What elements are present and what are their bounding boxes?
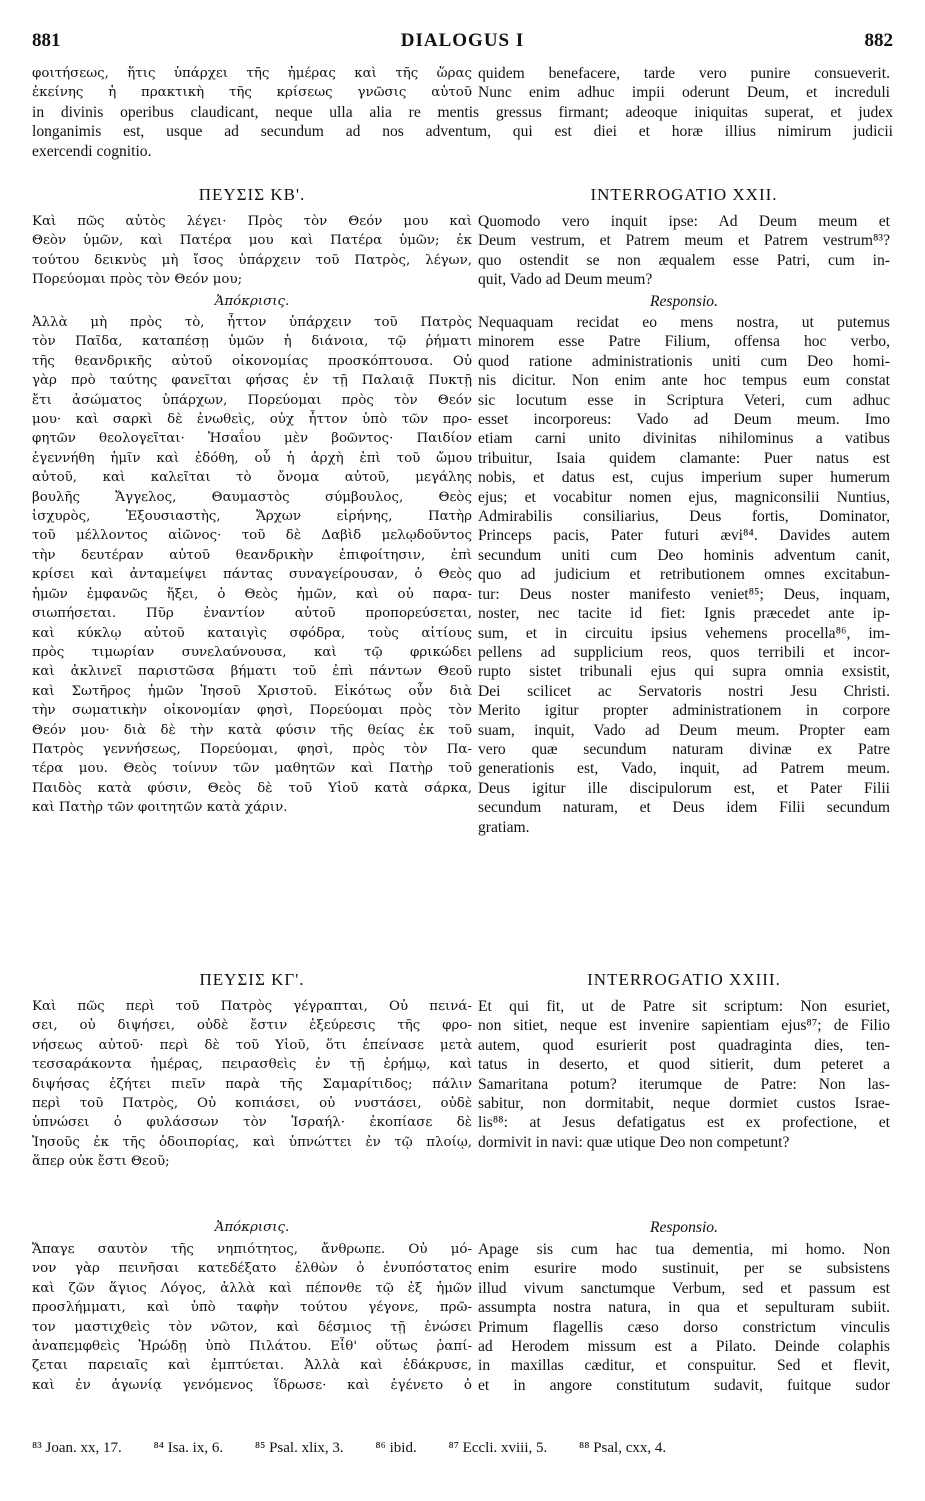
text-line: sum, et in circuitu ipsius vehemens procella⁸⁶, im- [478,624,890,642]
running-header [32,30,893,54]
text-line: καὶ ἐν ἀγωνίᾳ γενόμενος ἵδρωσε· καὶ ἐγένετο ὁ [32,1377,472,1393]
text-line: Admirabilis consiliarius, Deus fortis, Dominator, [478,508,890,526]
text-line: quidem benefacere, tarde vero punire consueverit. [478,65,890,82]
text-line: ἐκείνης ἡ πρακτικὴ τῆς κρίσεως γνῶσις αὐτοῦ [32,85,472,101]
text-line: exercendi cognitio. [32,142,152,160]
text-line: Ἄπαγε σαυτὸν τῆς νηπιότητος, ἄνθρωπε. Οὐ μό- [32,1242,472,1257]
text-line: νον γὰρ πεινῆσαι κατεδέξατο ἐλθὼν ὁ ἐνυπόστατος [32,1261,472,1277]
text-line: Ἰησοῦς ἐκ τῆς ὁδοιπορίας, καὶ ὑπνώττει ἐν τῷ πλοίῳ, [32,1134,472,1150]
text-line: tatus in deserto, et quod sitierit, dum peteret a [478,1056,890,1074]
text-line: nis dicitur. Non enim ante hoc tempus eum constat [478,372,890,390]
text-line: longanimis est, usque ad secundum ad nos adventum, qui est diei et horæ illius nimirum judicii [32,123,893,141]
text-line: tribuitur, Isaia quidem clamante: Puer natus est [478,449,890,467]
text-line: αὐτοῦ, καὶ καλεῖται τὸ ὄνομα αὐτοῦ, μεγάλης [32,470,472,486]
running-title: DIALOGUS I [400,30,525,51]
text-line: in maxillas cæditur, et conspuitur. Sed et flevit, [478,1357,890,1375]
text-line: Καὶ πῶς αὐτὸς λέγει· Πρὸς τὸν Θεόν μου καὶ [32,214,472,229]
text-line: προσλήμματι, καὶ ὑπὸ ταφὴν τούτου γέγονε, πρῶ- [32,1300,472,1316]
text-line: περὶ τοῦ Πατρὸς, Οὐ κοπιάσει, οὐ νυστάσει, οὐδὲ [32,1096,472,1112]
latin-answer-heading-22: Responsio. [649,293,718,310]
text-line: τέρα μου. Θεὸς τοίνυν τῶν μαθητῶν καὶ Πατὴρ τοῦ [32,761,472,777]
text-line: ad Herodem missum est a Pilato. Deinde colaphis [478,1338,890,1356]
text-line: sic locutum esse in Scriptura Veteri, cum adhuc [478,391,890,409]
text-line: καὶ Πατὴρ τῶν φοιτητῶν κατὰ χάριν. [32,800,288,816]
text-line: suam, inquit, Vado ad Deum meum. Propter eam [478,721,890,739]
text-line: minorem esse Patre Filium, offensa hoc verbo, [478,333,890,351]
text-line: tur: Deus noster manifesto veniet⁸⁵; Deus, inquam, [478,585,890,603]
text-line: φοιτήσεως, ἥτις ὑπάρχει τῆς ἡμέρας καὶ τῆς ὥρας [32,66,472,81]
latin-answer-23 [478,1240,890,1395]
text-line: καὶ Σωτῆρος ἡμῶν Ἰησοῦ Χριστοῦ. Εἰκότως οὖν διὰ [32,683,472,699]
text-line: et in angore constitutum sudavit, fuitque sudor [478,1376,890,1394]
text-line: Ἀλλὰ μὴ πρὸς τὸ, ἧττον ὑπάρχειν τοῦ Πατρὸς [32,315,472,330]
top-greek-continuation [32,64,472,103]
text-line: ἀναπεμφθεὶς Ἡρώδῃ ὑπὸ Πιλάτου. Εἶθ' οὕτως ῥαπί- [32,1339,472,1355]
page-number-right: 882 [864,30,893,51]
text-line: τὴν δευτέραν αὐτοῦ θεανδρικὴν ἐπιφοίτησιν, ἐπὶ [32,547,472,563]
greek-question-22 [32,212,472,290]
text-line: καὶ ἀκλινεῖ παριστῶσα βήματι τοῦ ἐπὶ πάντων Θεοῦ [32,664,472,680]
text-line: illud vivum sanctumque Verbum, sed et passum est [478,1279,890,1297]
text-line: φητῶν θεολογεῖται· Ἡσαΐου μὲν βοῶντος· Παιδίον [32,431,472,447]
greek-answer-22 [32,313,472,818]
text-line: in divinis operibus claudicant, neque ulla alia re mentis gressus firmant; adeoque iniquitas superat, et judex [32,104,893,121]
greek-answer-23 [32,1240,472,1395]
text-line: Nunc enim adhuc impii oderunt Deum, et increduli [478,84,890,102]
greek-answer-heading-22: Ἀπόκρισις. [214,294,290,309]
text-line: τον μαστιχθεὶς τὸν νῶτον, καὶ δέσμιος τῇ ἑνώσει [32,1319,472,1335]
text-line: πρὸς τιμωρίαν συνελαύνουσα, καὶ τῷ φρικώδει [32,644,472,660]
text-line: pellens ad supplicium reos, quos terribili et incor- [478,643,890,661]
text-line: secundum uniti cum Deo hominis adventum canit, [478,546,890,564]
text-line: quit, Vado ad Deum meum? [478,271,653,289]
text-line: ἐγεννήθη ἡμῖν καὶ ἐδόθη, οὗ ἡ ἀρχὴ ἐπὶ τοῦ ὤμου [32,450,472,466]
text-line: τὸν Παῖδα, καταπέσῃ ὑμῶν ἡ διάνοια, τῷ ῥήματι [32,334,472,350]
top-fullwidth-latin [32,103,893,161]
text-line: noster, nec tacite id fiet: Ignis præcedet ante ip- [478,605,890,623]
text-line: non sitiet, neque est invenire sapientiam ejus⁸⁷; de Filio [478,1017,890,1035]
footnote: ⁸⁴ Isa. ix, 6. [153,1440,224,1456]
text-line: Καὶ πῶς περὶ τοῦ Πατρὸς γέγραπται, Οὐ πεινά- [32,999,472,1014]
text-line: gratiam. [478,818,530,836]
text-line: ἰσχυρὸς, Ἐξουσιαστὴς, Ἄρχων εἰρήνης, Πατὴρ [32,509,472,525]
text-line: Θεὸν ὑμῶν, καὶ Πατέρα μου καὶ Πατέρα ὑμῶν; ἐκ [32,233,472,249]
text-line: τούτου δεικνὺς μὴ ἴσος ὑπάρχειν τοῦ Πατρὸς, λέγων, [32,252,472,268]
text-line: μου· καὶ σαρκὶ δὲ ἑνωθεὶς, οὐχ ἧττον ὑπὸ τῶν προ- [32,412,472,428]
text-line: καὶ κύκλῳ αὐτοῦ καταιγὶς σφόδρα, τοὺς αἰτίους [32,625,472,641]
text-line: quo ad judicium et retributionem omnes excitabun- [478,566,890,584]
text-line: τῆς θεανδρικῆς αὐτοῦ οἰκονομίας προσκόπτουσα. Οὐ [32,353,472,369]
footnote: ⁸⁵ Psal. xlix, 3. [254,1440,344,1456]
latin-question-22 [478,212,890,290]
text-line: Primum flagellis cæso dorso constrictum vinculis [478,1318,890,1336]
latin-heading-23: INTERROGATIO XXIII. [587,970,781,989]
text-line: Deum vestrum, et Patrem meum et Patrem vestrum⁸³? [478,232,890,250]
text-line: Θεόν μου· διὰ δὲ τὴν κατὰ φύσιν τῆς θείας ἐκ τοῦ [32,722,472,738]
text-line: ejus; et vocabitur nomen ejus, magniconsilii Nuntius, [478,488,890,506]
text-line: σει, οὐ διψήσει, οὐδὲ ἔστιν ἐξεύρεσις τῆς φρο- [32,1018,472,1034]
text-line: quod ratione administrationis uniti cum Deo homi- [478,352,890,370]
text-line: τεσσαράκοντα ἡμέρας, πειρασθεὶς ἐν τῇ ἐρήμῳ, καὶ [32,1057,472,1073]
text-line: Et qui fit, ut de Patre sit scriptum: Non esuriet, [478,998,890,1015]
text-line: βουλῆς Ἄγγελος, Θαυμαστὸς σύμβουλος, Θεὸς [32,489,472,505]
text-line: κρίσει καὶ ἀνταμείψει πάντας συναγείρουσαν, ὁ Θεὸς [32,567,472,583]
latin-answer-heading-23: Responsio. [649,1219,718,1236]
text-line: dormivit in navi: quæ utique Deo non competunt? [478,1133,790,1151]
text-line: enim esurire modo sustinuit, per se subsistens [478,1260,890,1278]
top-latin-continuation [478,64,890,103]
text-line: ἔτι ἀσώματος ὑπάρχων, Πορεύομαι πρὸς τὸν Θεόν [32,392,472,408]
text-line: Apage sis cum hac tua dementia, mi homo. Non [478,1241,890,1258]
greek-question-23 [32,997,472,1172]
text-line: secundum naturam, et Deus idem Filii secundum [478,799,890,817]
greek-heading-22: ΠΕΥΣΙΣ ΚΒ'. [198,185,306,204]
text-line: vero quæ secundum naturam divinæ ex Patre [478,740,890,758]
text-line: καὶ ζῶν ἅγιος Λόγος, ἀλλὰ καὶ πέπονθε τῷ ἐξ ἡμῶν [32,1280,472,1296]
text-line: Πορεύομαι πρὸς τὸν Θεόν μου; [32,272,243,288]
text-line: διψήσας ἐζήτει πιεῖν παρὰ τῆς Σαμαρίτιδος; πάλιν [32,1076,472,1092]
text-line: Nequaquam recidat eo mens nostra, ut putemus [478,314,890,331]
page-number-left: 881 [32,30,61,51]
text-line: Princeps pacis, Pater futuri ævi⁸⁴. Davides autem [478,527,890,545]
text-line: Merito igitur propter administrationem in corpore [478,702,890,720]
greek-heading-23: ΠΕΥΣΙΣ ΚΓ'. [199,970,305,989]
text-line: sabitur, non dormitabit, neque dormiet custos Israe- [478,1095,890,1113]
text-line: ζεται παρειαῖς καὶ ἐμπτύεται. Ἀλλὰ καὶ ἐδάκρυσε, [32,1358,472,1374]
footnote: ⁸⁸ Psal, cxx, 4. [579,1440,667,1456]
text-line: nobis, et datus est, cujus imperium super humerum [478,469,890,487]
text-line: Quomodo vero inquit ipse: Ad Deum meum et [478,213,890,230]
latin-heading-22: INTERROGATIO XXII. [590,185,778,204]
text-line: assumpta nostra natura, in qua et sepulturam subiit. [478,1299,890,1317]
latin-question-23 [478,997,890,1152]
text-line: νήσεως αὐτοῦ· περὶ δὲ τοῦ Υἱοῦ, ὅτι ἐπείνασε μετὰ [32,1037,472,1053]
text-line: ὑπνώσει ὁ φυλάσσων τὸν Ἰσραήλ· ἐκοπίασε δὲ [32,1115,472,1131]
footnote: ⁸⁶ ibid. [375,1440,417,1456]
text-line: Samaritana potum? iterumque de Patre: Non las- [478,1075,890,1093]
text-line: γὰρ πρὸ ταύτης φανεῖται φήσας ἐν τῇ Παλαιᾷ Πυκτῇ [32,373,472,389]
text-line: σιωπήσεται. Πῦρ ἐναντίον αὐτοῦ προπορεύσεται, [32,606,472,622]
text-line: rupto sistet tribunali ejus qui supra omnia exsistit, [478,663,890,681]
latin-answer-22 [478,313,890,837]
text-line: lis⁸⁸: at Jesus defatigatus est ex profectione, et [478,1114,890,1132]
text-line: Deus igitur ille discipulorum est, et Pater Filii [478,779,890,797]
text-line: τὴν σωματικὴν οἰκονομίαν φησὶ, Πορεύομαι πρὸς τὸν [32,703,472,719]
footnote: ⁸⁷ Eccli. xviii, 5. [448,1440,548,1456]
text-line: ἅπερ οὐκ ἔστι Θεοῦ; [32,1154,170,1170]
text-line: autem, quod esurierit post quadraginta dies, ten- [478,1036,890,1054]
text-line: quo ostendit se non æqualem esse Patri, cum in- [478,251,890,269]
text-line: Παιδὸς κατὰ φύσιν, Θεὸς δὲ τοῦ Υἱοῦ κατὰ σάρκα, [32,780,472,796]
greek-answer-heading-23: Ἀπόκρισις. [214,1220,290,1235]
text-line: esset incorporeus: Vado ad Deum meum. Imo [478,411,890,429]
text-line: Πατρὸς γεννήσεως, Πορεύομαι, φησὶ, πρὸς τὸν Πα- [32,741,472,757]
text-line: ἡμῶν ἐμφανῶς ἥξει, ὁ Θεὸς ἡμῶν, καὶ οὐ παρα- [32,586,472,602]
text-line: Dei scilicet ac Servatoris nostri Jesu Christi. [478,682,890,700]
text-line: etiam carni unito divinitas nihilominus a vatibus [478,430,890,448]
text-line: τοῦ μέλλοντος αἰῶνος· τοῦ δὲ Δαβὶδ μελῳδοῦντος [32,528,472,544]
text-line: generationis est, Vado, inquit, ad Patrem meum. [478,760,890,778]
footnote: ⁸³ Joan. xx, 17. [32,1440,122,1456]
footnotes [32,1440,893,1457]
